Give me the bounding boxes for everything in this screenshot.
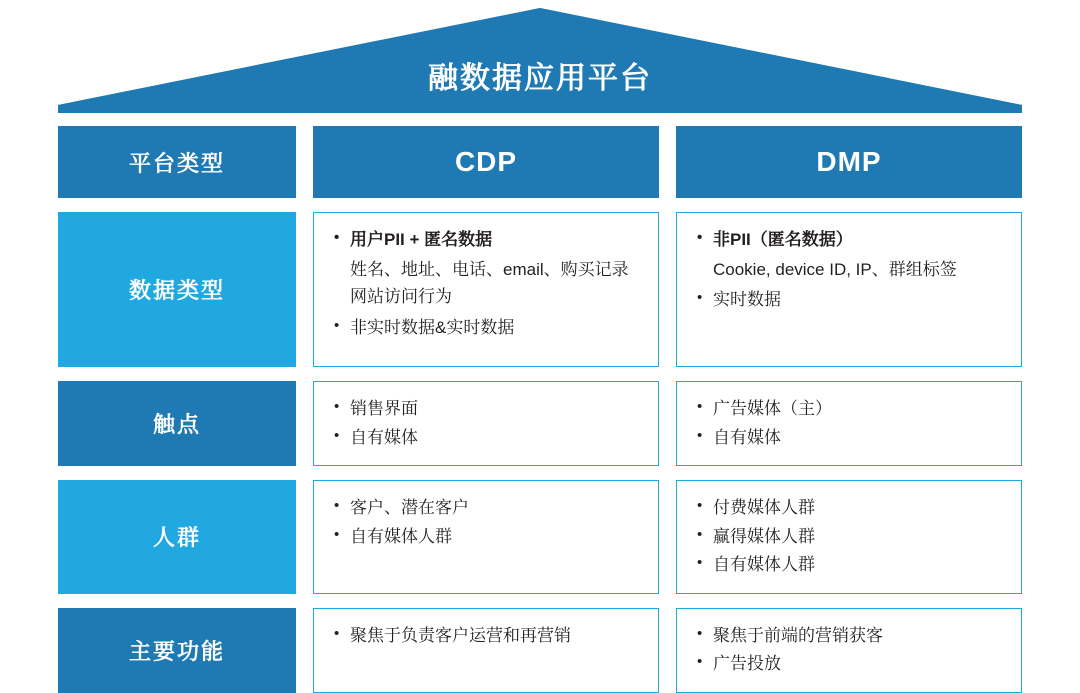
bullet-list (332, 622, 642, 650)
column-header-dmp: DMP (676, 126, 1022, 198)
bullet-list (332, 395, 642, 451)
sub-text-dmp-data-type: Cookie, device ID, IP、群组标签 (713, 259, 957, 279)
row-label-platform-type: 平台类型 (58, 126, 296, 198)
list-item: • 非实时数据&实时数据 (332, 314, 642, 342)
cell-cdp-audience (313, 480, 659, 594)
bullet-list (695, 622, 1005, 678)
table-row-touchpoint (58, 381, 1022, 466)
list-item: • 非PII（匿名数据） (695, 226, 1005, 254)
table-row-data-type (58, 212, 1022, 367)
column-spacer (659, 381, 676, 466)
row-label-data-type: 数据类型 (58, 212, 296, 367)
bullet-list (695, 286, 1005, 314)
list-item: • 付费媒体人群 (695, 494, 1005, 522)
row-label-main-function: 主要功能 (58, 608, 296, 693)
list-item: • 销售界面 (332, 395, 642, 423)
list-item: • 赢得媒体人群 (695, 523, 1005, 551)
column-spacer (296, 212, 313, 367)
column-spacer (659, 608, 676, 693)
comparison-grid (58, 126, 1022, 693)
column-spacer (296, 126, 313, 198)
cell-dmp-audience (676, 480, 1022, 594)
column-header-cdp: CDP (313, 126, 659, 198)
list-item: • 客户、潜在客户 (332, 494, 642, 522)
column-spacer (659, 126, 676, 198)
bullet-list (332, 314, 642, 342)
bullet-list (332, 494, 642, 550)
list-item: • 自有媒体人群 (695, 551, 1005, 579)
cell-cdp-data-type (313, 212, 659, 367)
list-item: • 实时数据 (695, 286, 1005, 314)
row-label-touchpoint: 触点 (58, 381, 296, 466)
table-row-header (58, 126, 1022, 198)
column-spacer (659, 212, 676, 367)
bullet-list (695, 494, 1005, 579)
cell-cdp-touchpoint (313, 381, 659, 466)
bullet-list (695, 395, 1005, 451)
table-row-main-function (58, 608, 1022, 693)
sub-text-cdp-data-type: 姓名、地址、电话、email、购买记录网站访问行为 (350, 259, 629, 307)
platform-title: 融数据应用平台 (428, 61, 652, 95)
bullet-list (332, 226, 642, 254)
list-item: • 聚焦于负责客户运营和再营销 (332, 622, 642, 650)
list-item: • 广告媒体（主） (695, 395, 1005, 423)
cell-dmp-main-function (676, 608, 1022, 693)
bullet-list (695, 226, 1005, 254)
list-item: • 自有媒体 (695, 424, 1005, 452)
list-item: • 自有媒体人群 (332, 523, 642, 551)
column-spacer (296, 480, 313, 594)
column-spacer (296, 381, 313, 466)
list-item: • 自有媒体 (332, 424, 642, 452)
list-item: • 广告投放 (695, 650, 1005, 678)
roof-banner (58, 8, 1022, 113)
column-spacer (659, 480, 676, 594)
list-item: • 聚焦于前端的营销获客 (695, 622, 1005, 650)
row-label-audience: 人群 (58, 480, 296, 594)
list-item: • 用户PII + 匿名数据 (332, 226, 642, 254)
cell-cdp-main-function (313, 608, 659, 693)
cell-dmp-touchpoint (676, 381, 1022, 466)
table-row-audience (58, 480, 1022, 594)
column-spacer (296, 608, 313, 693)
cell-dmp-data-type (676, 212, 1022, 367)
